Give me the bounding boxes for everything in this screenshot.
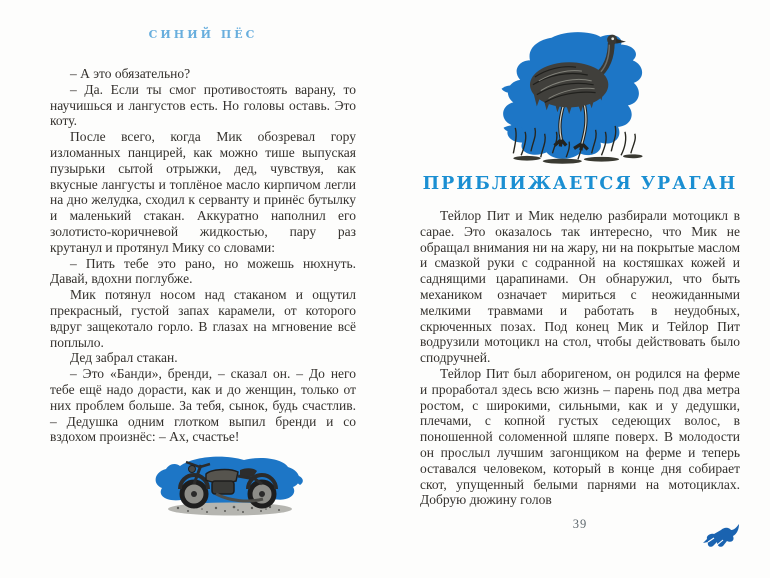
paragraph: Мик потянул носом над стаканом и ощутил прекрасный, густой запах карамели, от которого вдруг защекотало горло. В глазах на мгновение всё поплыло.	[50, 287, 356, 350]
paragraph: – Да. Если ты смог противостоять варану, то научишься и лангустов есть. Но головы оставь. Это коту.	[50, 81, 356, 129]
motorcycle-illustration	[148, 452, 312, 522]
motorcycle-icon	[148, 452, 312, 522]
paragraph: – Пить тебе это рано, но можешь нюхнуть. Давай, вдохни поглубже.	[50, 255, 356, 287]
page-number: 39	[572, 517, 588, 531]
right-text-block	[420, 208, 740, 508]
paragraph: – Это «Банди», бренди, – сказал он. – До него тебе ещё надо дорасти, как и до женщин, только от них проблем больше. За тебя, сынок, будь счастлив. – Дедушка одним глотком выпил бренди и со вздохом произнёс: – Ах, счастье!	[50, 366, 356, 445]
left-text-block	[50, 66, 356, 445]
paragraph: После всего, когда Мик обозревал гору изломанных панцирей, как можно тише выпуская пузырьки сытой отрыжки, дед, чувствуя, как вкусные лангусты и топлёное масло кирпичом легли на дно желудка, сходил к серванту и принёс бутылку и маленький стакан. Аккуратно наполнил его золотисто-коричневой жидкостью, пару раз крутанул и протянул Мику со словами:	[50, 129, 356, 255]
blue-dog-icon	[702, 522, 742, 554]
running-head: СИНИЙ ПЁС	[148, 28, 258, 41]
chapter-title: ПРИБЛИЖАЕТСЯ УРАГАН	[422, 174, 738, 194]
paragraph: Тейлор Пит и Мик неделю разбирали мотоцикл в сарае. Это оказалось так интересно, что Мик не обращал внимания ни на жару, ни на покрытые маслом и смазкой руки с содранной на костяшках кожей и саднящими царапинами. Он обнаружил, что быть механиком означает мириться с неожиданными мелкими травмами и работать в неудобных, скрюченных позах. Под конец Мик и Тейлор Пит водрузили мотоцикл на стол, чтобы действовать было сподручней.	[420, 208, 740, 366]
paragraph: Тейлор Пит был аборигеном, он родился на ферме и проработал здесь всю жизнь – парень под два метра ростом, с широкими, сильными, как и у дедушки, плечами, с копной густых седеющих волос, в поношенной соломенной шляпе поверх. В молодости он прослыл лучшим загонщиком на ферме и теперь оставался человеком, который в конце дня собирает скот, упущенный белыми парнями на мотоциклах. Добрую дюжину голов	[420, 365, 740, 508]
emu-icon	[497, 28, 655, 170]
running-dog-icon	[702, 522, 742, 554]
paragraph: – А это обязательно?	[70, 66, 191, 81]
emu-illustration	[497, 28, 655, 170]
paragraph: Дед забрал стакан.	[70, 350, 178, 366]
